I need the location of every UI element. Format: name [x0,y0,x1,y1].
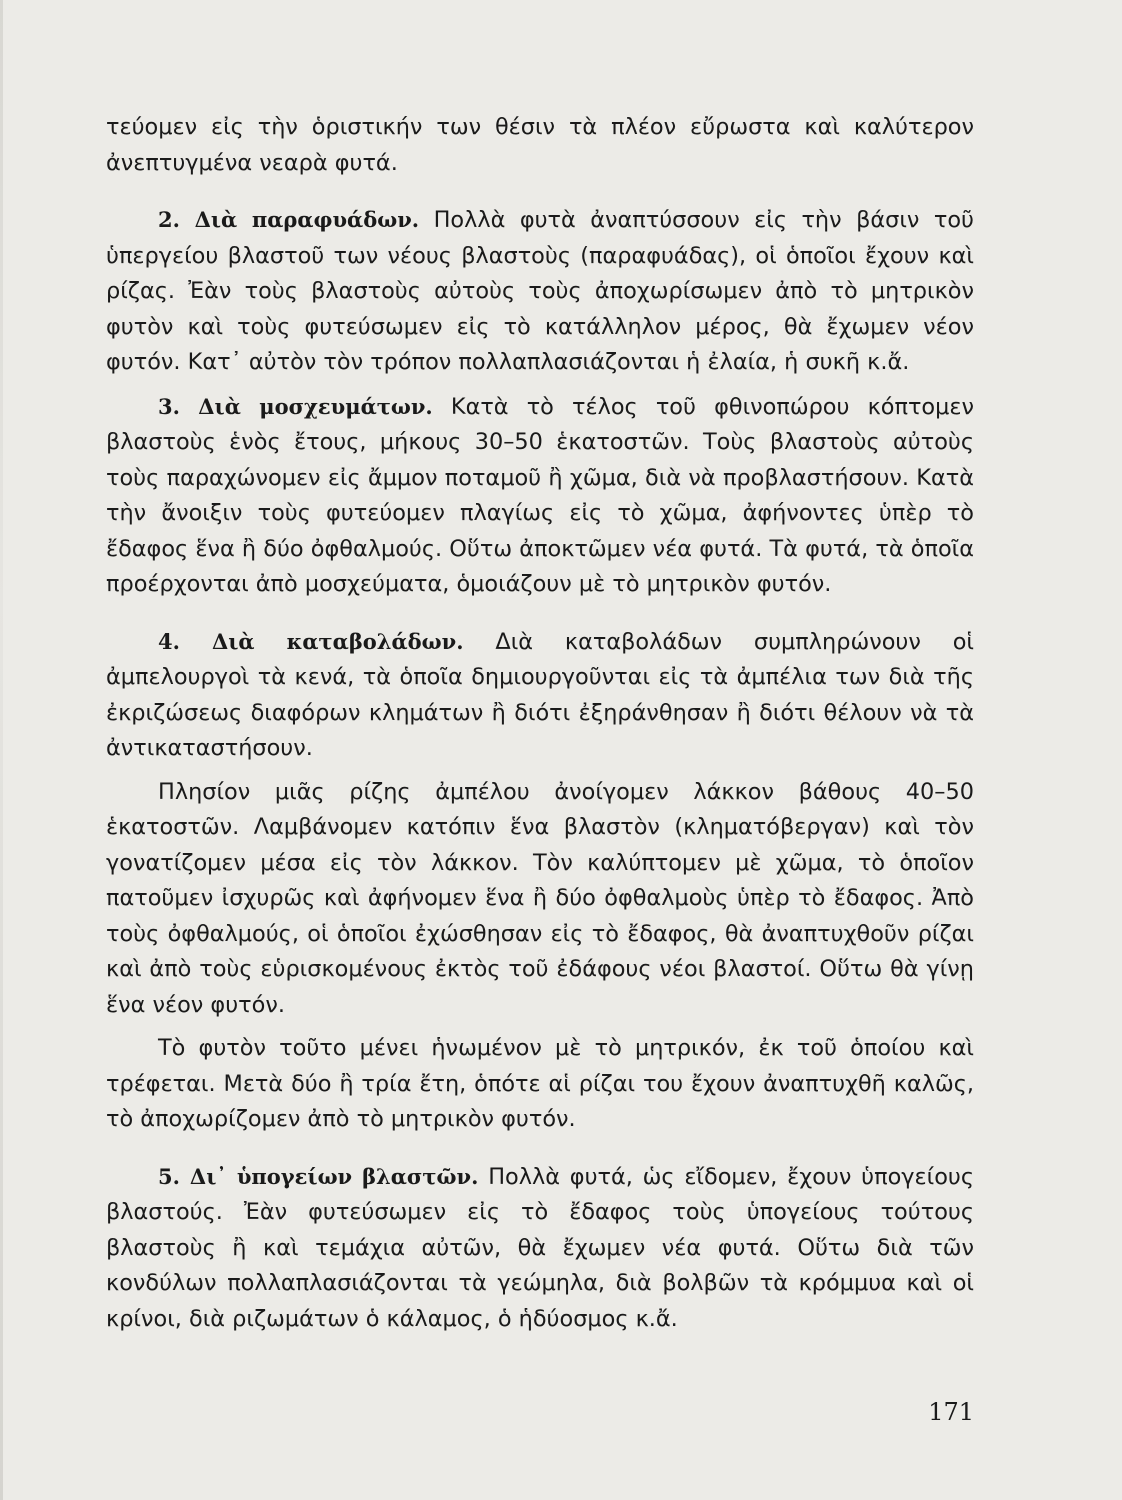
paragraph-section-3 [106,389,974,603]
paragraph-section-2 [106,202,974,381]
paragraph-text: Τὸ φυτὸν τοῦτο μένει ἡνωμένον μὲ τὸ μητρικόν, ἐκ τοῦ ὁποίου καὶ τρέφεται. Μετὰ δύο ἢ τρία ἔτη, ὁπότε αἱ ρίζαι του ἔχουν ἀναπτυχθῆ καλῶς, τὸ ἀποχωρίζομεν ἀπὸ τὸ μητρικὸν φυτόν. [106,1035,974,1132]
paragraph-text: τεύομεν εἰς τὴν ὁριστικήν των θέσιν τὰ πλέον εὔρωστα καὶ καλύτερον ἀνεπτυγμένα νεαρὰ φυτά. [106,114,974,176]
page-edge [0,0,3,1500]
paragraph-layering-separation [106,1031,974,1138]
section-heading: 5. Δι᾽ ὑπογείων βλαστῶν. [158,1163,479,1189]
section-heading: 3. Διὰ μοσχευμάτων. [158,393,433,419]
paragraph-text: Διὰ καταβολάδων συμπληρώνουν οἱ ἀμπελουργοὶ τὰ κενά, τὰ ὁποῖα δημιουργοῦνται εἰς τὰ ἀμπέλια των διὰ τῆς ἐκριζώσεως διαφόρων κλημάτων ἢ διότι ἐξηράνθησαν ἢ διότι θέλουν νὰ τὰ ἀντικαταστήσουν. [106,628,974,761]
section-heading: 2. Διὰ παραφυάδων. [158,207,420,232]
section-heading: 4. Διὰ καταβολάδων. [158,628,464,654]
paragraph-layering-method [106,775,974,1024]
paragraph-text: Πολλὰ φυτά, ὡς εἴδομεν, ἔχουν ὑπογείους βλαστούς. Ἐὰν φυτεύσωμεν εἰς τὸ ἔδαφος τοὺς ὑπογείους τούτους βλαστοὺς ἢ καὶ τεμάχια αὐτῶν, θὰ ἔχωμεν νέα φυτά. Οὕτω διὰ τῶν κονδύλων πολλαπλασιάζονται τὰ γεώμηλα, διὰ βολβῶν τὰ κρόμμυα καὶ οἱ κρίνοι, διὰ ριζωμάτων ὁ κάλαμος, ὁ ἡδύοσμος κ.ἄ. [106,1163,975,1332]
page-body [106,110,974,1337]
paragraph-text: Κατὰ τὸ τέλος τοῦ φθινοπώρου κόπτομεν βλαστοὺς ἑνὸς ἔτους, μήκους 30–50 ἑκατοστῶν. Τοὺς βλαστοὺς αὐτοὺς τοὺς παραχώνομεν εἰς ἄμμον ποταμοῦ ἢ χῶμα, διὰ νὰ προβλαστήσουν. Κατὰ τὴν ἄνοιξιν τοὺς φυτεύομεν πλαγίως εἰς τὸ χῶμα, ἀφήνοντες ὑπὲρ τὸ ἔδαφος ἕνα ἢ δύο ὀφθαλμούς. Οὕτω ἀποκτῶμεν νέα φυτά. Τὰ φυτά, τὰ ὁποῖα προέρχονται ἀπὸ μοσχεύματα, ὁμοιάζουν μὲ τὸ μητρικὸν φυτόν. [106,393,974,597]
paragraph-section-5 [106,1159,974,1338]
paragraph-text: Πολλὰ φυτὰ ἀναπτύσσουν εἰς τὴν βάσιν τοῦ ὑπεργείου βλαστοῦ των νέους βλαστοὺς (παραφυάδας), οἱ ὁποῖοι ἔχουν καὶ ρίζας. Ἐὰν τοὺς βλαστοὺς αὐτοὺς τοὺς ἀποχωρίσωμεν ἀπὸ τὸ μητρικὸν φυτὸν καὶ τοὺς φυτεύσωμεν εἰς τὸ κατάλληλον μέρος, θὰ ἔχωμεν νέον φυτόν. Κατ᾽ αὐτὸν τὸν τρόπον πολλαπλασιάζονται ἡ ἐλαία, ἡ συκῆ κ.ἄ. [106,207,974,375]
paragraph-section-4 [106,624,974,767]
page-number: 171 [928,1398,974,1426]
paragraph-text: Πλησίον μιᾶς ρίζης ἀμπέλου ἀνοίγομεν λάκκον βάθους 40–50 ἑκατοστῶν. Λαμβάνομεν κατόπιν ἕνα βλαστὸν (κληματόβεργαν) καὶ τὸν γονατίζομεν μέσα εἰς τὸν λάκκον. Τὸν καλύπτομεν μὲ χῶμα, τὸ ὁποῖον πατοῦμεν ἰσχυρῶς καὶ ἀφήνομεν ἕνα ἢ δύο ὀφθαλμοὺς ὑπὲρ τὸ ἔδαφος. Ἀπὸ τοὺς ὀφθαλμούς, οἱ ὁποῖοι ἐχώσθησαν εἰς τὸ ἔδαφος, θὰ ἀναπτυχθοῦν ρίζαι καὶ ἀπὸ τοὺς εὑρισκομένους ἐκτὸς τοῦ ἐδάφους νέοι βλαστοί. Οὕτω θὰ γίνῃ ἕνα νέον φυτόν. [106,778,974,1018]
paragraph-intro-continuation [106,110,974,181]
